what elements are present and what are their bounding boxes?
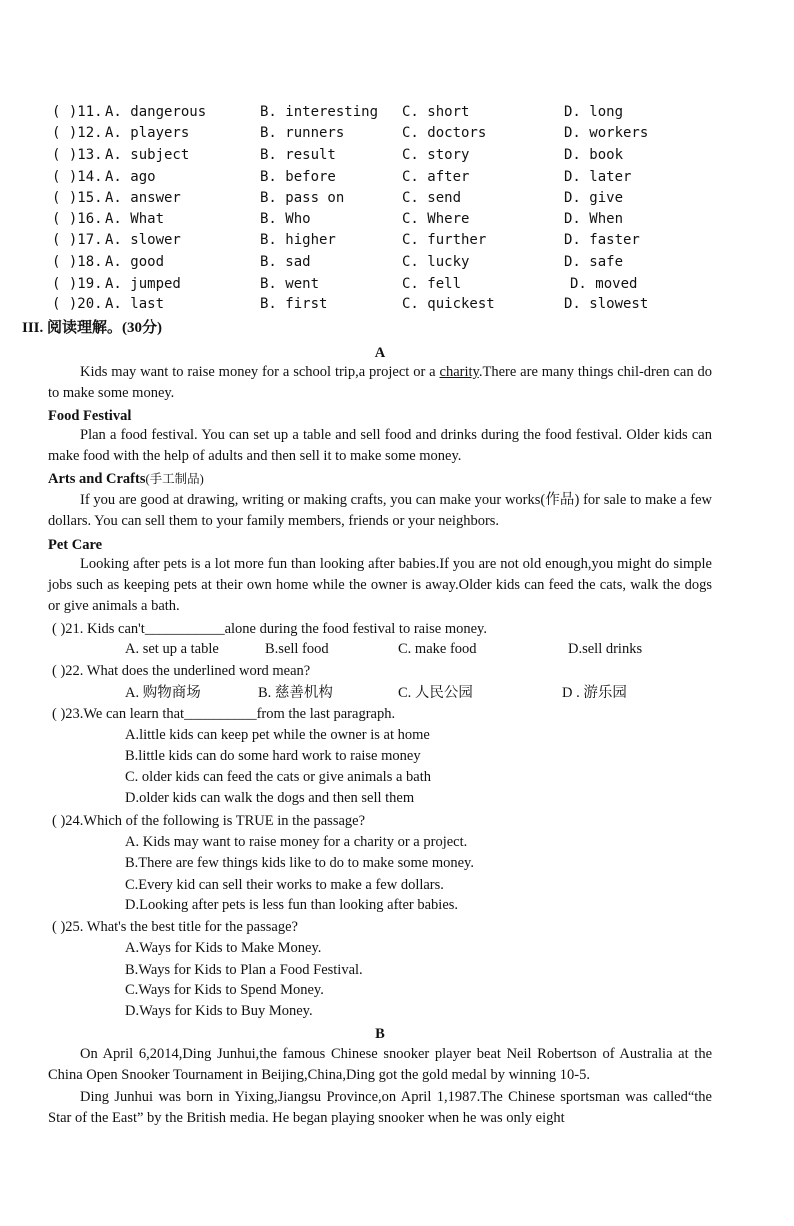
passage-a-intro [48, 362, 712, 404]
passage-b-label: B [375, 1026, 385, 1042]
choice-option-c: C. lucky [402, 254, 470, 270]
choice-option-c: C. send [402, 190, 462, 206]
question-25-option-a: A.Ways for Kids to Make Money. [125, 940, 322, 956]
question-22-option-d: D . 游乐园 [562, 685, 627, 701]
choice-option-d: D. moved [570, 276, 638, 292]
choice-number: ( )19. [52, 276, 103, 292]
choice-option-b: B. Who [260, 211, 311, 227]
choice-option-c: C. fell [402, 276, 462, 292]
question-22-option-b: B. 慈善机构 [258, 685, 333, 701]
choice-option-d: D. faster [564, 232, 640, 248]
choice-option-a: A. ago [105, 169, 156, 185]
choice-option-c: C. story [402, 147, 470, 163]
question-25-option-b: B.Ways for Kids to Plan a Food Festival. [125, 962, 363, 978]
question-24-option-a: A. Kids may want to raise money for a charity or a project. [125, 834, 468, 850]
choice-option-d: D. book [564, 147, 624, 163]
question-23-option-b: B.little kids can do some hard work to raise money [125, 748, 421, 764]
choice-option-a: A. players [105, 125, 190, 141]
choice-number: ( )12. [52, 125, 103, 141]
choice-option-a: A. subject [105, 147, 190, 163]
choice-option-a: A. good [105, 254, 165, 270]
choice-option-c: C. after [402, 169, 470, 185]
choice-number: ( )17. [52, 232, 103, 248]
question-21-option-d: D.sell drinks [568, 641, 643, 657]
choice-option-b: B. interesting [260, 104, 379, 120]
choice-option-b: B. higher [260, 232, 336, 248]
choice-option-d: D. slowest [564, 296, 649, 312]
choice-option-a: A. last [105, 296, 165, 312]
choice-option-a: A. dangerous [105, 104, 207, 120]
choice-option-c: C. short [402, 104, 470, 120]
choice-option-b: B. first [260, 296, 328, 312]
question-24-stem: ( )24.Which of the following is TRUE in the passage? [52, 813, 366, 829]
choice-option-d: D. later [564, 169, 632, 185]
choice-number: ( )20. [52, 296, 103, 312]
choice-number: ( )13. [52, 147, 103, 163]
question-25-stem: ( )25. What's the best title for the passage? [52, 919, 298, 935]
choice-number: ( )15. [52, 190, 103, 206]
question-23-stem: ( )23.We can learn that__________from the last paragraph. [52, 706, 396, 722]
passage-a-label: A [374, 345, 386, 361]
question-23-option-d: D.older kids can walk the dogs and then sell them [125, 790, 415, 806]
intro-text-start: Kids may want to raise money for a school trip,a project or a [80, 364, 440, 380]
choice-option-c: C. Where [402, 211, 470, 227]
section-title: III. 阅读理解。(30分) [22, 320, 163, 336]
choice-option-b: B. runners [260, 125, 345, 141]
arts-crafts-heading-line [48, 470, 204, 488]
question-22-option-a: A. 购物商场 [125, 685, 201, 701]
intro-text-end: .There are many things chil-dren can do to make some money. [48, 364, 712, 401]
choice-option-d: D. safe [564, 254, 624, 270]
question-25-option-d: D.Ways for Kids to Buy Money. [125, 1003, 313, 1019]
question-21-option-a: A. set up a table [125, 641, 219, 657]
arts-crafts-text: If you are good at drawing, writing or making crafts, you can make your works(作品) for sale to make a few dollars. You can sell them to your family members, friends or your neighbors. [48, 492, 712, 529]
question-21-option-c: C. make food [398, 641, 477, 657]
question-24-option-b: B.There are few things kids like to do to make some money. [125, 855, 474, 871]
question-23-option-a: A.little kids can keep pet while the owner is at home [125, 727, 430, 743]
underlined-word: charity [439, 364, 479, 380]
question-22-stem: ( )22. What does the underlined word mean? [52, 663, 311, 679]
question-24-option-d: D.Looking after pets is less fun than looking after babies. [125, 897, 459, 913]
arts-crafts-heading: Arts and Crafts [48, 471, 146, 487]
choice-option-b: B. before [260, 169, 336, 185]
question-23-option-c: C. older kids can feed the cats or give animals a bath [125, 769, 432, 785]
choice-option-c: C. further [402, 232, 487, 248]
choice-option-d: D. When [564, 211, 624, 227]
question-21-stem: ( )21. Kids can't___________alone during the food festival to raise money. [52, 621, 487, 637]
choice-option-b: B. result [260, 147, 336, 163]
choice-option-a: A. What [105, 211, 165, 227]
question-25-option-c: C.Ways for Kids to Spend Money. [125, 982, 324, 998]
choice-option-c: C. quickest [402, 296, 495, 312]
choice-option-d: D. workers [564, 125, 649, 141]
passage-b-paragraph-1: On April 6,2014,Ding Junhui,the famous Chinese snooker player beat Neil Robertson of Australia at the China Open Snooker Tournament in Beijing,China,Ding got the gold medal by winning 10-5. [48, 1046, 712, 1083]
food-festival-text: Plan a food festival. You can set up a table and sell food and drinks during the food festival. Older kids can make food with the help of adults and then sell it to make some money. [48, 427, 712, 464]
choice-option-b: B. pass on [260, 190, 345, 206]
choice-option-a: A. slower [105, 232, 181, 248]
choice-number: ( )18. [52, 254, 103, 270]
choice-option-b: B. went [260, 276, 320, 292]
question-24-option-c: C.Every kid can sell their works to make a few dollars. [125, 877, 444, 893]
choice-option-b: B. sad [260, 254, 311, 270]
choice-option-d: D. give [564, 190, 624, 206]
choice-option-a: A. answer [105, 190, 181, 206]
choice-number: ( )16. [52, 211, 103, 227]
choice-option-d: D. long [564, 104, 624, 120]
choice-number: ( )11. [52, 104, 103, 120]
food-festival-heading: Food Festival [48, 408, 132, 424]
passage-b-paragraph-2: Ding Junhui was born in Yixing,Jiangsu Province,on April 1,1987.The Chinese sportsman was called“the Star of the East” by the British media. He began playing snooker when he was only eight [48, 1089, 712, 1126]
pet-care-heading: Pet Care [48, 537, 103, 553]
choice-number: ( )14. [52, 169, 103, 185]
choice-option-a: A. jumped [105, 276, 181, 292]
question-21-option-b: B.sell food [265, 641, 329, 657]
pet-care-text: Looking after pets is a lot more fun than looking after babies.If you are not old enough,you might do simple jobs such as keeping pets at their own home while the owner is away.Older kids can feed the cats, walk the dogs or give animals a bath. [48, 556, 712, 614]
choice-option-c: C. doctors [402, 125, 487, 141]
question-22-option-c: C. 人民公园 [398, 685, 473, 701]
arts-crafts-note: (手工制品) [145, 472, 204, 486]
